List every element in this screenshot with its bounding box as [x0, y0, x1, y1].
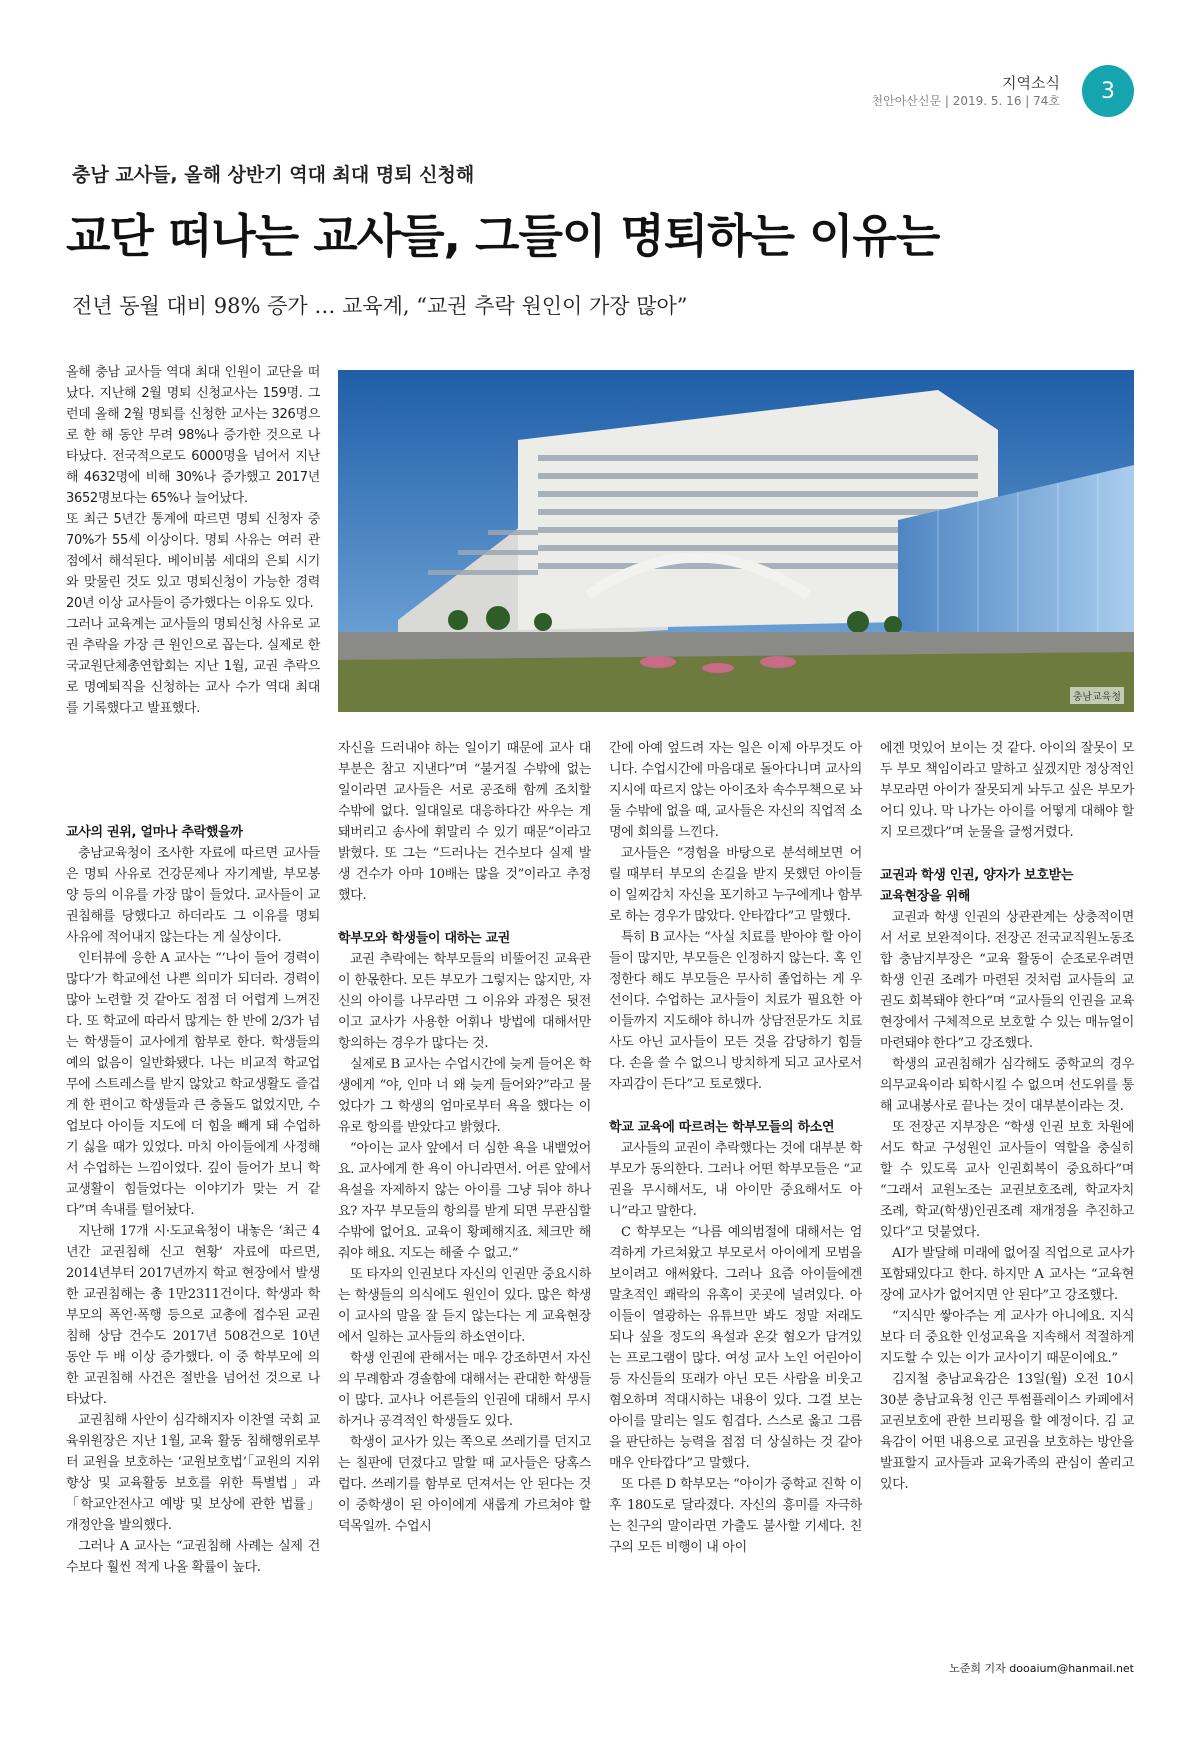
- body-paragraph: 김지철 충남교육감은 13일(월) 오전 10시 30분 충남교육청 인근 투썸플레이스 카페에서 교권보호에 관한 브리핑을 할 예정이다. 김 교육감이 어떤 내용으로 교권을 보호하는 방안을 발표할지 교사들과 교육가족의 관심이 쏠리고 있다.: [880, 1372, 1134, 1492]
- body-paragraph: 특히 B 교사는 “사실 치료를 받아야 할 아이들이 많지만, 부모들은 인정하지 않는다. 혹 인정한다 해도 부모들은 무사히 졸업하는 게 우선이다. 수업하는 교사들이 치료가 필요한 아이들까지 지도해야 하니까 상담전문가도 치료사도 아닌 교사들이 모든 것을 감당하기 힘들다. 손을 쓸 수 없으니 방치하게 되고 교사로서 자괴감이 든다”고 토로했다.: [609, 930, 862, 1092]
- article-column-4: [880, 738, 1134, 1495]
- photo-caption: 충남교육청: [1070, 687, 1124, 704]
- section-heading: 교사의 권위, 얼마나 추락했을까: [66, 825, 243, 840]
- body-paragraph: AI가 발달해 미래에 없어질 직업으로 교사가 포함돼있다고 한다. 하지만 A 교사는 “교육현장에 교사가 없어지면 안 된다”고 강조했다.: [880, 1246, 1134, 1303]
- body-paragraph: 교사들은 “경험을 바탕으로 분석해보면 어릴 때부터 부모의 손길을 받지 못했던 아이들이 일찌감치 자신을 포기하고 누구에게나 함부로 하는 경우가 많았다. 안타깝다”고 말했다.: [609, 846, 862, 924]
- section-heading: 교권과 학생 인권, 양자가 보호받는: [880, 868, 1074, 883]
- body-paragraph: 간에 아예 엎드려 자는 일은 이제 아무것도 아니다. 수업시간에 마음대로 돌아다니며 교사의 지시에 따르지 않는 아이조차 속수무책으로 놔둘 수밖에 없을 때, 교사들은 자신의 직업적 소명에 회의를 느낀다.: [609, 741, 862, 840]
- body-paragraph: 인터뷰에 응한 A 교사는 “‘나이 들어 경력이 많다’가 학교에선 나쁜 의미가 되더라. 경력이 많아 노련할 것 같아도 점점 더 어렵게 느껴진다. 또 학교에 따라서 많게는 한 반에 2/3가 넘는 학생들이 교사에게 함부로 한다. 학생들의 예의 없음이 일반화됐다. 나는 비교적 학교업무에 스트레스를 받지 않았고 학교생활도 즐겁게 한 편이고 학생들과 큰 충돌도 없었지만, 수업보다 아이들 지도에 더 힘을 빼게 돼 수업하기 싫을 때가 있었다. 마치 아이들에게 사정해서 수업하는 느낌이었다. 깊이 들어가 보니 학교생활이 힘들었다는 이야기가 맞는 거 같다”며 속내를 털어놨다.: [66, 951, 320, 1218]
- lead-paragraph: 올해 충남 교사들 역대 최대 인원이 교단을 떠났다. 지난해 2월 명퇴 신청교사는 159명. 그런데 올해 2월 명퇴를 신청한 교사는 326명으로 한 해 동안 무려 98%나 증가한 것으로 나타났다. 전국적으로도 6000명을 넘어서 지난해 4632명에 비해 30%나 증가했고 2017년 3652명보다는 65%나 늘어났다.: [66, 365, 320, 506]
- lead-paragraph: 그러나 교육계는 교사들의 명퇴신청 사유로 교권 추락을 가장 큰 원인으로 꼽는다. 실제로 한국교원단체총연합회는 지난 1월, 교권 추락으로 명예퇴직을 신청하는 교사 수가 역대 최대를 기록했다고 발표했다.: [66, 617, 320, 716]
- body-paragraph: 충남교육청이 조사한 자료에 따르면 교사들은 명퇴 사유로 건강문제나 자기계발, 부모봉양 등의 이유를 가장 많이 들었다. 교사들이 교권침해를 당했다고 하더라도 그 이유를 명퇴 사유에 적어내지 않는다는 게 실상이다.: [66, 846, 320, 945]
- body-paragraph: “지식만 쌓아주는 게 교사가 아니에요. 지식보다 더 중요한 인성교육을 지속해서 적절하게 지도할 수 있는 이가 교사이기 때문이에요.”: [880, 1309, 1134, 1366]
- body-paragraph: 자신을 드러내야 하는 일이기 때문에 교사 대부분은 참고 지낸다”며 “불거질 수밖에 없는 일이라면 교사들은 서로 공조해 함께 조치할 수밖에 없다. 일대일로 대응하다간 싸우는 게 돼버리고 송사에 휘말리 수 있기 때문”이라고 밝혔다. 또 그는 “드러나는 건수보다 실제 발생 건수가 아마 10배는 많을 것”이라고 추정했다.: [338, 741, 591, 903]
- section-heading: 학교 교육에 따르려는 학부모들의 하소연: [609, 1120, 835, 1135]
- article-lead: [66, 362, 320, 719]
- body-paragraph: 학생이 교사가 있는 쪽으로 쓰레기를 던지고는 칠판에 던졌다고 말할 때 교사들은 당혹스럽다. 쓰레기를 함부로 던져서는 안 된다는 것이 중학생이 된 아이에게 새롭게 가르쳐야 할 덕목일까. 수업시: [338, 1435, 591, 1534]
- article-subheadline: 전년 동월 대비 98% 증가 … 교육계, “교권 추락 원인이 가장 많아”: [72, 294, 688, 318]
- body-paragraph: 교권 추락에는 학부모들의 비뚤어진 교육관이 한몫한다. 모든 부모가 그렇지는 않지만, 자신의 아이를 나무라면 그 이유와 과정은 뒷전이고 교사가 사용한 어휘나 방법에 대해서만 항의하는 경우가 많다는 것.: [338, 952, 591, 1051]
- body-paragraph: 에겐 멋있어 보이는 것 같다. 아이의 잘못이 모두 부모 책임이라고 말하고 싶겠지만 정상적인 부모라면 아이가 잘못되게 놔두고 싶은 부모가 어디 있나. 막 나가는 아이를 어떻게 대해야 할지 모르겠다”며 눈물을 글썽거렸다.: [880, 741, 1134, 840]
- body-paragraph: 실제로 B 교사는 수업시간에 늦게 들어온 학생에게 “야, 인마 너 왜 늦게 들어와?”라고 물었다가 그 학생의 엄마로부터 욕을 했다는 이유로 항의를 받았다고 밝혔다.: [338, 1057, 591, 1135]
- article-headline: 교단 떠나는 교사들, 그들이 명퇴하는 이유는: [66, 209, 940, 263]
- body-paragraph: 학생의 교권침해가 심각해도 중학교의 경우 의무교육이라 퇴학시킬 수 없으며 선도위를 통해 교내봉사로 끝나는 것이 대부분이라는 것.: [880, 1057, 1134, 1114]
- body-paragraph: 교사들의 교권이 추락했다는 것에 대부분 학부모가 동의한다. 그러나 어떤 학부모들은 “교권을 무시해서도, 내 아이만 중요해서도 아니”라고 말한다.: [609, 1141, 862, 1219]
- page-header: [0, 0, 1200, 125]
- body-paragraph: 또 타자의 인권보다 자신의 인권만 중요시하는 학생들의 의식에도 원인이 있다. 많은 학생이 교사의 말을 잘 듣지 않는다는 게 교육현장에서 일하는 교사들의 하소연이다.: [338, 1267, 591, 1345]
- article-column-1: [66, 822, 320, 1578]
- article-column-2: [338, 738, 591, 1537]
- page-number-badge: 3: [1082, 65, 1134, 117]
- body-paragraph: 또 다른 D 학부모는 “아이가 중학교 진학 이후 180도로 달라졌다. 자신의 흥미를 자극하는 친구의 말이라면 가출도 불사할 기세다. 친구의 모든 비행이 내 아이: [609, 1477, 862, 1555]
- section-label: 지역소식: [1002, 74, 1060, 92]
- body-paragraph: C 학부모는 “나름 예의범절에 대해서는 엄격하게 가르쳐왔고 부모로서 아이에게 모범을 보이려고 애써왔다. 그러나 요즘 아이들에겐 말초적인 쾌락의 유혹이 곳곳에 널려있다. 아이들이 열광하는 유튜브만 봐도 정말 저래도 되나 싶을 정도의 욕설과 온갖 혐오가 담겨있는 프로그램이 많다. 여성 교사 노인 어린아이 등 자신들의 또래가 아닌 모든 사람을 비웃고 혐오하며 적대시하는 내용이 있다. 그걸 보는 아이를 말리는 일도 힘겹다. 스스로 옳고 그름을 판단하는 능력을 점점 더 상실하는 것 같아 매우 안타깝다”고 말했다.: [609, 1225, 862, 1471]
- lead-paragraph: 또 최근 5년간 통계에 따르면 명퇴 신청자 중 70%가 55세 이상이다. 명퇴 사유는 여러 관점에서 해석된다. 베이비붐 세대의 은퇴 시기와 맞물린 것도 있고 명퇴신청이 가능한 경력 20년 이상 교사들이 증가했다는 이유도 있다.: [66, 512, 320, 611]
- section-heading: 교육현장을 위해: [880, 889, 971, 904]
- body-paragraph: 교권침해 사안이 심각해지자 이찬열 국회 교육위원장은 지난 1월, 교육 활동 침해행위로부터 교원을 보호하는 ‘교원보호법’「교원의 지위 향상 및 교육활동 보호를 위한 특별법」과 「학교안전사고 예방 및 보상에 관한 법률」 개정안을 발의했다.: [66, 1413, 320, 1533]
- building-photo-illustration: [338, 370, 1134, 712]
- body-paragraph: “아이는 교사 앞에서 더 심한 욕을 내뱉었어요. 교사에게 한 욕이 아니라면서. 어른 앞에서 욕설을 자제하지 않는 아이를 그냥 둬야 하나요? 자꾸 부모들의 항의를 받게 되면 무관심할 수밖에 없어요. 교육이 황폐해지죠. 체크만 해줘야 해요. 지도는 해줄 수 없고.”: [338, 1141, 591, 1261]
- section-heading: 학부모와 학생들이 대하는 교권: [338, 931, 511, 946]
- body-paragraph: 지난해 17개 시·도교육청이 내놓은 ‘최근 4년간 교권침해 신고 현황’ 자료에 따르면, 2014년부터 2017년까지 학교 현장에서 발생한 교권침해는 총 1만2311건이다. 학생과 학부모의 폭언·폭행 등으로 교총에 접수된 교권침해 상담 건수도 2017년 508건으로 10년 동안 두 배 이상 증가했다. 이 중 학부모에 의한 교권침해 사건은 절반을 넘어선 것으로 나타났다.: [66, 1224, 320, 1407]
- body-paragraph: 학생 인권에 관해서는 매우 강조하면서 자신의 무례함과 경솔함에 대해서는 관대한 학생들이 많다. 교사나 어른들의 인권에 대해서 무시하거나 공격적인 학생들도 있다.: [338, 1351, 591, 1429]
- byline: 노준희 기자 dooaium@hanmail.net: [949, 1662, 1134, 1675]
- issue-info: 천안아산신문 | 2019. 5. 16 | 74호: [871, 94, 1060, 108]
- article-kicker: 충남 교사들, 올해 상반기 역대 최대 명퇴 신청해: [72, 164, 475, 186]
- body-paragraph: 교권과 학생 인권의 상관관계는 상충적이면서 서로 보완적이다. 전장곤 전국교직원노동조합 충남지부장은 “교육 활동이 순조로우려면 학생 인권 조례가 마련된 것처럼 교사들의 교권도 회복돼야 한다”며 “교사들의 인권을 교육현장에서 구체적으로 보호할 수 있는 매뉴얼이 마련돼야 한다”고 강조했다.: [880, 910, 1134, 1051]
- body-paragraph: 그러나 A 교사는 “교권침해 사례는 실제 건수보다 훨씬 적게 나올 확률이 높다.: [66, 1539, 320, 1575]
- article-column-3: [609, 738, 862, 1558]
- body-paragraph: 또 전장곤 지부장은 “학생 인권 보호 차원에서도 학교 구성원인 교사들이 역할을 충실히 할 수 있도록 교사 인권회복이 중요하다”며 “그래서 교원노조는 교권보호조례, 학교자치조례, 학교(학생)인권조례 재개정을 추진하고 있다”고 덧붙였다.: [880, 1120, 1134, 1240]
- article-photo: [338, 370, 1134, 712]
